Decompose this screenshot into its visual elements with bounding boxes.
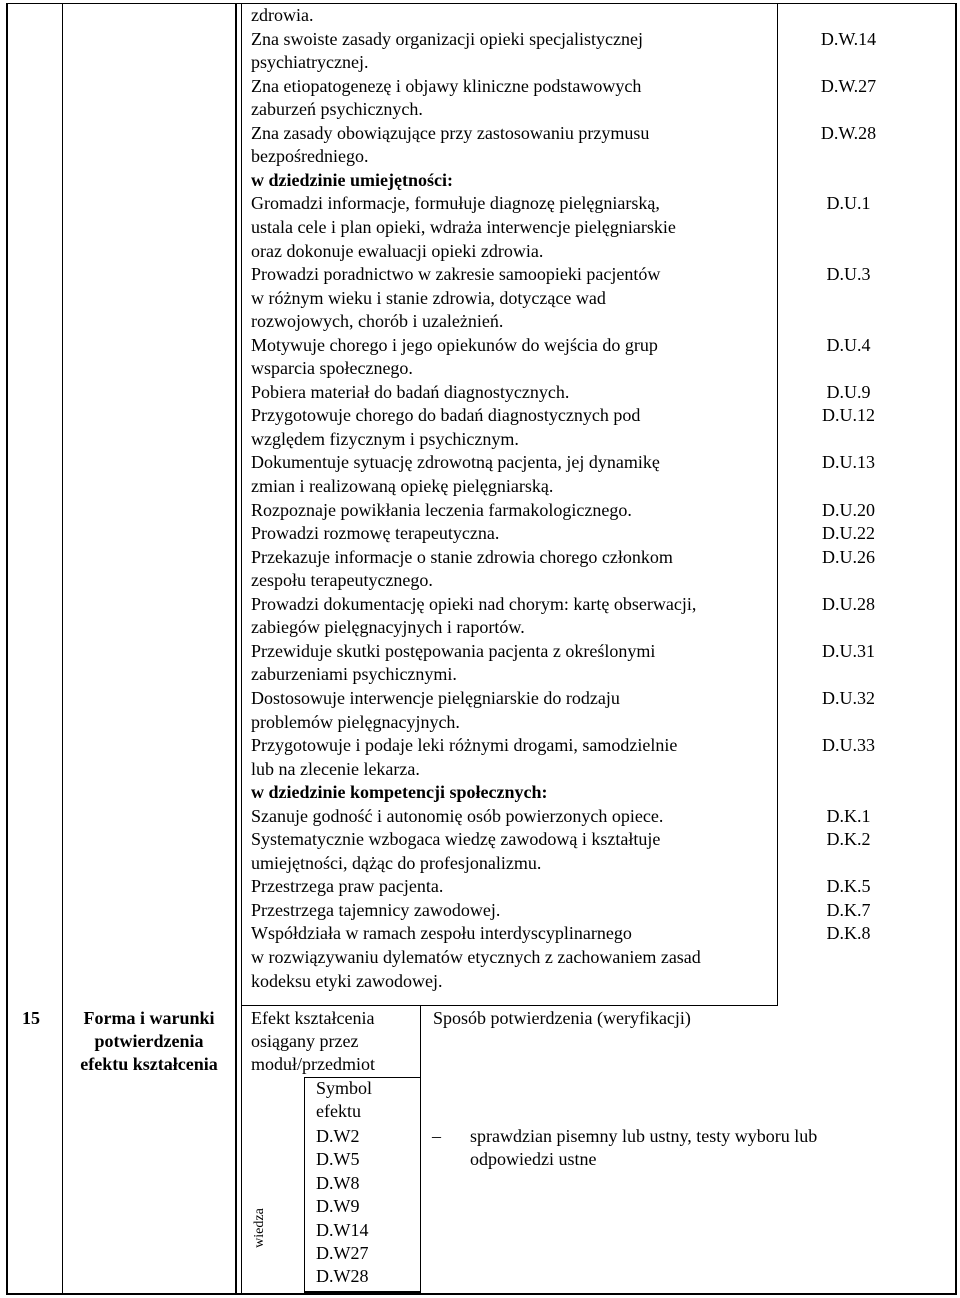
effect-description-line: Przestrzega praw pacjenta. bbox=[251, 876, 444, 897]
effect-description-line: Systematycznie wzbogaca wiedzę zawodową i kształtuje bbox=[251, 829, 661, 850]
effect-description-line: Przestrzega tajemnicy zawodowej. bbox=[251, 899, 501, 920]
symbol-header-line: efektu bbox=[316, 1101, 361, 1121]
effect-description-line: problemów pielęgnacyjnych. bbox=[251, 711, 460, 732]
effect-description-line: Przygotowuje chorego do badań diagnostycznych pod bbox=[251, 405, 641, 426]
effect-description-line: względem fizycznym i psychicznym. bbox=[251, 428, 519, 449]
effect-description-line: Przekazuje informacje o stanie zdrowia chorego członkom bbox=[251, 546, 673, 567]
verification-method-header: Sposób potwierdzenia (weryfikacji) bbox=[433, 1008, 691, 1028]
effect-description-line: bezpośredniego. bbox=[251, 146, 369, 167]
effect-description-line: zaburzeniami psychicznymi. bbox=[251, 664, 457, 685]
table-border-bottom bbox=[6, 1293, 957, 1295]
effect-description-line: Prowadzi dokumentację opieki nad chorym: kartę obserwacji, bbox=[251, 593, 697, 614]
effect-code: D.K.8 bbox=[826, 923, 871, 944]
method-line: sprawdzian pisemny lub ustny, testy wyboru lub bbox=[470, 1126, 818, 1146]
effect-description-line: Zna swoiste zasady organizacji opieki specjalistycznej bbox=[251, 28, 644, 49]
effect-header-line: Efekt kształcenia bbox=[251, 1008, 375, 1028]
effect-description-line: zdrowia. bbox=[251, 5, 314, 25]
effect-description-line: zespołu terapeutycznego. bbox=[251, 570, 433, 591]
effect-code: D.U.4 bbox=[826, 334, 871, 355]
effect-description-line: Szanuje godność i autonomię osób powierzonych opiece. bbox=[251, 805, 664, 826]
effect-description-line: Przewiduje skutki postępowania pacjenta z określonymi bbox=[251, 640, 656, 661]
effect-symbol: D.W5 bbox=[316, 1149, 360, 1170]
effect-code: D.U.28 bbox=[822, 593, 875, 614]
effect-code: D.U.22 bbox=[822, 523, 875, 544]
effect-code: D.K.7 bbox=[826, 899, 871, 920]
effect-code: D.U.3 bbox=[826, 264, 871, 285]
method-line: odpowiedzi ustne bbox=[470, 1149, 597, 1169]
effect-description-line: psychiatrycznej. bbox=[251, 52, 369, 73]
effect-symbol: D.W8 bbox=[316, 1172, 360, 1193]
effect-description-line: Przygotowuje i podaje leki różnymi drogami, samodzielnie bbox=[251, 735, 678, 756]
effect-description-line: Zna zasady obowiązujące przy zastosowaniu przymusu bbox=[251, 122, 650, 143]
dash-bullet: – bbox=[432, 1126, 441, 1146]
effect-code: D.U.20 bbox=[822, 499, 875, 520]
effect-description-line: umiejętności, dążąc do profesjonalizmu. bbox=[251, 852, 542, 873]
row-title-line: Forma i warunki bbox=[83, 1008, 215, 1028]
effect-description-line: Motywuje chorego i jego opiekunów do wejścia do grup bbox=[251, 334, 658, 355]
effect-description-line: wsparcia społecznego. bbox=[251, 358, 413, 379]
symbol-header-line: Symbol bbox=[316, 1078, 373, 1098]
verification-divider bbox=[420, 1006, 421, 1293]
effect-description-line: kodeksu etyki zawodowej. bbox=[251, 970, 443, 991]
table-border-right bbox=[955, 3, 957, 1295]
effect-description-line: w różnym wieku i stanie zdrowia, dotyczące wad bbox=[251, 287, 606, 308]
effect-description-line: Dostosowuje interwencje pielęgniarskie do rodzaju bbox=[251, 687, 620, 708]
effect-description-line: Zna etiopatogenezę i objawy kliniczne podstawowych bbox=[251, 75, 642, 96]
effect-code: D.U.13 bbox=[822, 452, 875, 473]
effect-description-line: rozwojowych, chorób i uzależnień. bbox=[251, 311, 504, 332]
effect-description-line: Dokumentuje sytuację zdrowotną pacjenta, jej dynamikę bbox=[251, 452, 660, 473]
effect-description-line: ustala cele i plan opieki, wdraża interwencje pielęgniarskie bbox=[251, 216, 676, 237]
effect-code: D.K.1 bbox=[826, 805, 871, 826]
effect-description-line: Rozpoznaje powikłania leczenia farmakologicznego. bbox=[251, 499, 632, 520]
effect-code: D.K.2 bbox=[826, 829, 871, 850]
effect-description-line: Prowadzi poradnictwo w zakresie samoopieki pacjentów bbox=[251, 264, 661, 285]
effect-description-line: Współdziała w ramach zespołu interdyscyplinarnego bbox=[251, 923, 632, 944]
inner-box-right bbox=[777, 3, 778, 1006]
row-number: 15 bbox=[22, 1008, 40, 1028]
row-title-line: potwierdzenia bbox=[94, 1031, 204, 1051]
effect-header-line: moduł/przedmiot bbox=[251, 1054, 375, 1074]
effect-header-line: osiągany przez bbox=[251, 1031, 359, 1051]
effect-code: D.W.14 bbox=[820, 28, 877, 49]
symbol-column-left bbox=[304, 1077, 305, 1293]
effect-symbol: D.W9 bbox=[316, 1196, 360, 1217]
effect-description-line: w rozwiązywaniu dylematów etycznych z zachowaniem zasad bbox=[251, 947, 701, 967]
effect-code: D.U.31 bbox=[822, 640, 875, 661]
inner-box-left bbox=[241, 3, 242, 1293]
symbol-column-bottom bbox=[304, 1291, 421, 1294]
section-heading: w dziedzinie kompetencji społecznych: bbox=[251, 782, 548, 803]
effect-code: D.W.28 bbox=[820, 122, 877, 143]
effect-description-line: zmian i realizowaną opiekę pielęgniarską. bbox=[251, 476, 554, 496]
effect-code: D.U.26 bbox=[822, 546, 875, 567]
table-border-left bbox=[6, 3, 8, 1295]
effect-code: D.U.32 bbox=[822, 687, 875, 708]
effect-symbol: D.W14 bbox=[316, 1219, 369, 1240]
effect-description-line: Pobiera materiał do badań diagnostycznych. bbox=[251, 381, 570, 402]
category-label-wiedza: wiedza bbox=[252, 1208, 267, 1248]
effect-description-line: lub na zlecenie lekarza. bbox=[251, 758, 420, 779]
row-title bbox=[63, 1007, 235, 1076]
effect-code: D.U.33 bbox=[822, 735, 875, 756]
effect-code: D.U.12 bbox=[822, 405, 875, 426]
effect-description-line: zaburzeń psychicznych. bbox=[251, 99, 423, 120]
effect-description-line: oraz dokonuje ewaluacji opieki zdrowia. bbox=[251, 240, 544, 261]
inner-box-bottom bbox=[241, 1005, 778, 1006]
section-heading: w dziedzinie umiejętności: bbox=[251, 169, 453, 190]
effect-symbol: D.W27 bbox=[316, 1243, 369, 1263]
effect-description-line: Gromadzi informacje, formułuje diagnozę pielęgniarską, bbox=[251, 193, 660, 214]
effect-code: D.K.5 bbox=[826, 876, 871, 897]
effect-code: D.U.1 bbox=[826, 193, 871, 214]
effect-symbol: D.W28 bbox=[316, 1266, 369, 1287]
inner-box-top bbox=[241, 3, 778, 4]
effect-description-line: Prowadzi rozmowę terapeutyczna. bbox=[251, 523, 500, 544]
effect-code: D.W.27 bbox=[820, 75, 877, 96]
effect-symbol: D.W2 bbox=[316, 1126, 360, 1146]
column-divider-number bbox=[62, 3, 63, 1295]
row-title-line: efektu kształcenia bbox=[80, 1054, 218, 1074]
column-divider-title bbox=[235, 3, 237, 1295]
effect-description-line: zabiegów pielęgnacyjnych i raportów. bbox=[251, 617, 525, 638]
effect-code: D.U.9 bbox=[826, 381, 871, 402]
